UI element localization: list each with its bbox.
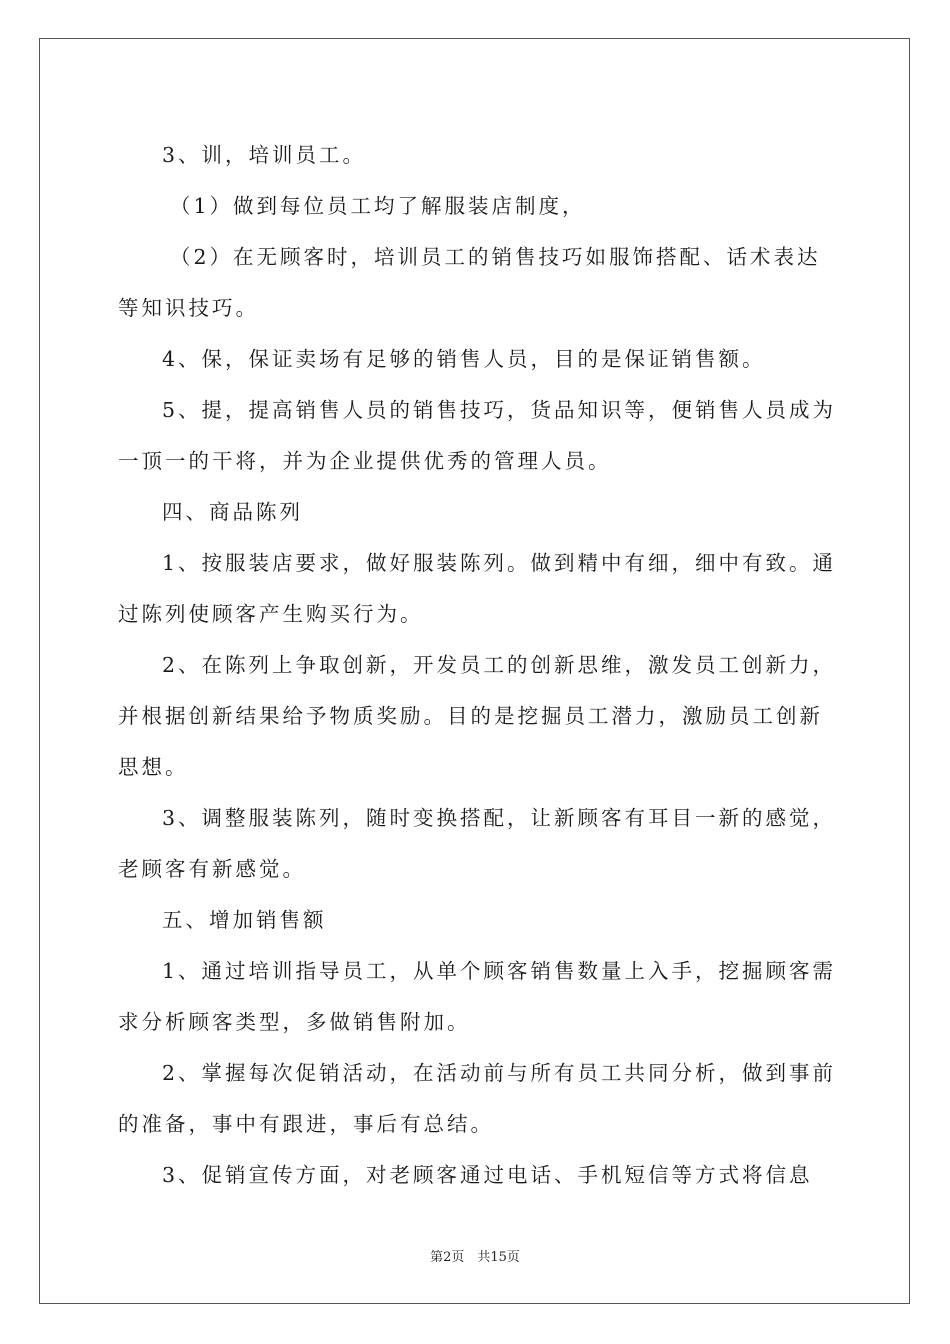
- section-heading: 四、商品陈列: [162, 500, 303, 524]
- paragraph: 3、促销宣传方面，对老顾客通过电话、手机短信等方式将信息: [162, 1163, 813, 1187]
- paragraph: （1）做到每位员工均了解服装店制度，: [170, 194, 586, 218]
- paragraph: 5、提，提高销售人员的销售技巧，货品知识等，便销售人员成为一顶一的干将，并为企业提供优秀的管理人员。: [118, 398, 837, 473]
- paragraph: 2、掌握每次促销活动，在活动前与所有员工共同分析，做到事前的准备，事中有跟进，事后有总结。: [118, 1061, 837, 1136]
- paragraph: 4、保，保证卖场有足够的销售人员，目的是保证销售额。: [162, 347, 766, 371]
- paragraph: （2）在无顾客时，培训员工的销售技巧如服饰搭配、话术表达等知识技巧。: [118, 245, 821, 320]
- paragraph: 2、在陈列上争取创新，开发员工的创新思维，激发员工创新力，并根据创新结果给予物质奖励。目的是挖掘员工潜力，激励员工创新思想。: [118, 653, 837, 779]
- paragraph: 3、调整服装陈列，随时变换搭配，让新顾客有耳目一新的感觉，老顾客有新感觉。: [118, 806, 837, 881]
- document-body: [118, 130, 838, 1201]
- paragraph: 3、训，培训员工。: [162, 143, 367, 167]
- paragraph: 1、按服装店要求，做好服装陈列。做到精中有细，细中有致。通过陈列使顾客产生购买行为。: [118, 551, 837, 626]
- section-heading: 五、增加销售额: [162, 908, 327, 932]
- paragraph: 1、通过培训指导员工，从单个顾客销售数量上入手，挖掘顾客需求分析顾客类型，多做销售附加。: [118, 959, 837, 1034]
- page-number-footer: 第2页 共15页: [430, 1250, 520, 1265]
